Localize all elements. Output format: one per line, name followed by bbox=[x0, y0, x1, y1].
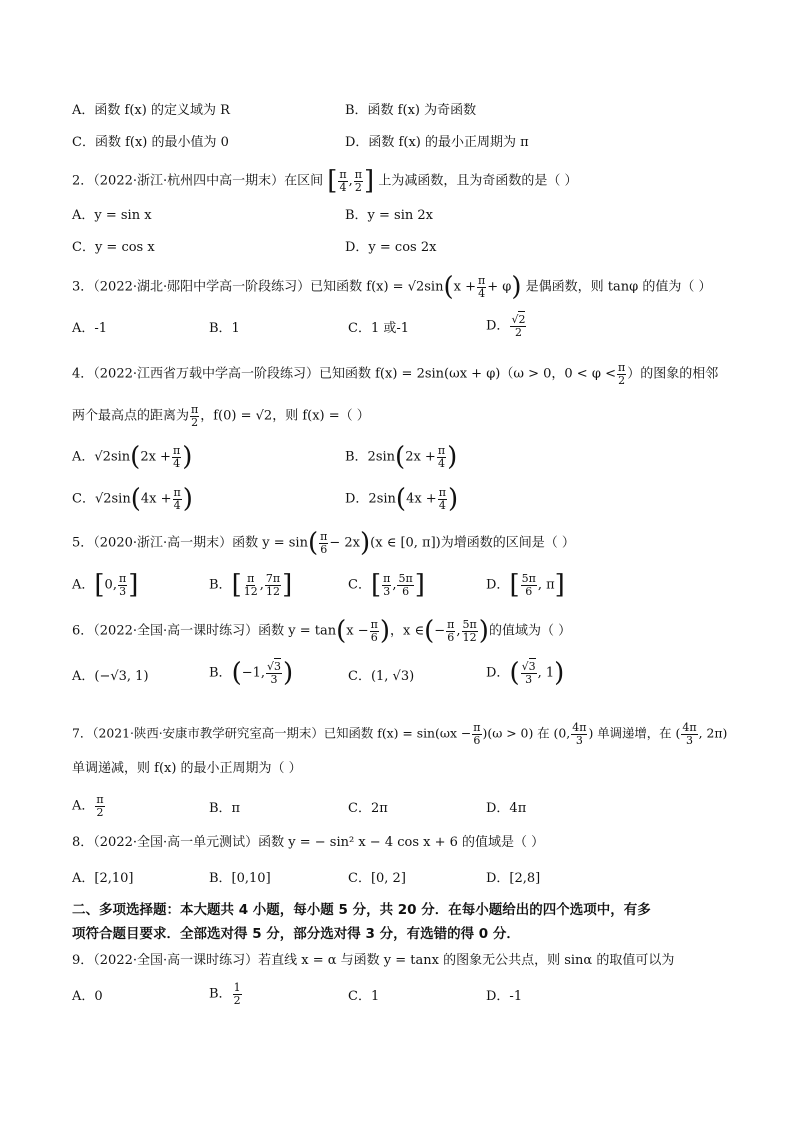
q7-option-d[interactable]: D．4π bbox=[486, 801, 527, 816]
paren: ( bbox=[231, 658, 242, 688]
q2-bracket-close: ] bbox=[364, 166, 375, 196]
q2-bracket-open: [ bbox=[327, 166, 338, 196]
q9-option-d[interactable]: D．-1 bbox=[486, 989, 523, 1004]
q9-stem: 9．（2022·全国·高一课时练习）若直线 x = α 与函数 y = tanx 的图象无公共点，则 sinα 的取值可以为 bbox=[72, 953, 675, 968]
q2-frac-pi-2: $\frac{\pi}{2}$ bbox=[354, 167, 363, 194]
bracket: ] bbox=[128, 570, 139, 600]
paren: ( bbox=[336, 616, 347, 646]
q9-option-a[interactable]: A．0 bbox=[72, 989, 103, 1004]
q9-option-b[interactable] bbox=[209, 982, 243, 1006]
q4-stem-line1 bbox=[72, 362, 718, 386]
paren: ( bbox=[424, 616, 435, 646]
q2-stem-pre: 2．（2022·浙江·杭州四中高一期末）在区间 bbox=[72, 173, 324, 189]
bracket: [ bbox=[370, 570, 382, 600]
q3-frac-pi-4: $\frac{\pi}{4}$ bbox=[477, 273, 486, 300]
q5-option-b-label: B． bbox=[209, 577, 232, 593]
bracket: [ bbox=[94, 570, 105, 600]
q1-option-b[interactable]: B．函数 f(x) 为奇函数 bbox=[345, 103, 477, 118]
bracket: [ bbox=[509, 570, 520, 600]
q6-stem-mid: ，x ∈ bbox=[390, 623, 425, 639]
paren: ) bbox=[182, 484, 193, 514]
q7-stem-line2: 单调递减，则 f(x) 的最小正周期为（ ） bbox=[72, 761, 302, 776]
q3-stem-pre: 3．（2022·湖北·郧阳中学高一阶段练习）已知函数 f(x) = √2sin bbox=[72, 279, 444, 295]
q3-frac-sqrt2-2: $\frac{√2}{2}$ bbox=[511, 313, 526, 339]
q6-stem-post: 的值域为（ ） bbox=[488, 623, 572, 639]
paren: ) bbox=[447, 484, 459, 514]
q3-paren-open: ( bbox=[443, 272, 454, 302]
q4d-frac: $\frac{\pi}{4}$ bbox=[438, 485, 446, 512]
q9-option-b-label: B． bbox=[209, 986, 232, 1002]
q7-frac-4pi-3b: $\frac{4\pi}{3}$ bbox=[682, 721, 697, 747]
q8-stem: 8．（2022·全国·高一单元测试）函数 y = − sin² x − 4 cos x + 6 的值域是（ ） bbox=[72, 835, 545, 850]
q3-option-c[interactable]: C．1 或-1 bbox=[348, 321, 410, 336]
q6b-frac: $\frac{√3}{3}$ bbox=[267, 659, 282, 686]
q3-option-b[interactable]: B．1 bbox=[209, 321, 240, 336]
q6-option-c[interactable]: C．(1, √3) bbox=[348, 669, 415, 684]
q4-stem-line1-pre: 4．（2022·江西省万载中学高一阶段练习）已知函数 f(x) = 2sin(ωx + φ)（ω > 0，0 < φ < bbox=[72, 366, 616, 382]
q5-stem bbox=[72, 530, 575, 556]
q2-option-c[interactable]: C．y = cos x bbox=[72, 240, 155, 255]
q8-option-c[interactable]: C．[0, 2] bbox=[348, 871, 406, 886]
q4-stem-line2 bbox=[72, 404, 370, 428]
q5d-pi: , π bbox=[537, 577, 555, 593]
q5-stem-pre: 5．（2020·浙江·高一期末）函数 y = sin bbox=[72, 535, 308, 551]
paren: ) bbox=[554, 658, 565, 688]
paren: ( bbox=[130, 484, 141, 514]
q6-option-d-label: D． bbox=[486, 665, 510, 681]
q8-option-a[interactable]: A．[2,10] bbox=[72, 871, 134, 886]
q6-option-d[interactable] bbox=[486, 660, 564, 686]
q2-stem: 2．（2022·浙江·杭州四中高一期末）在区间 [ $\frac{\pi}{4}$ , $\frac{\pi}{2}$ ] 上为减函数，且为奇函数的是（ ） bbox=[72, 166, 578, 196]
q2-option-b[interactable]: B．y = sin 2x bbox=[345, 208, 433, 223]
bracket: ] bbox=[282, 570, 293, 600]
q7-mid2: ) 单调递增，在 ( bbox=[588, 725, 681, 741]
q6d-frac: $\frac{√3}{3}$ bbox=[521, 659, 536, 686]
paren: ) bbox=[379, 616, 391, 646]
q5b-frac1: $\frac{\pi}{12}$ bbox=[243, 571, 258, 598]
q7-option-b[interactable]: B．π bbox=[209, 801, 241, 816]
q5-option-a-label: A． bbox=[72, 577, 95, 593]
q3-x-plus: x + bbox=[453, 279, 476, 295]
section2-heading-line2: 项符合题目要求．全部选对得 5 分，部分选对得 3 分，有选错的得 0 分． bbox=[72, 926, 520, 942]
q5-option-d-label: D． bbox=[486, 577, 510, 593]
paren: ( bbox=[509, 658, 520, 688]
q8-option-b[interactable]: B．[0,10] bbox=[209, 871, 271, 886]
q4-option-c[interactable] bbox=[72, 486, 193, 512]
q3-stem bbox=[72, 274, 712, 300]
q7-frac-4pi-3: $\frac{4\pi}{3}$ bbox=[572, 721, 587, 747]
q5-domain: (x ∈ [0, π]) bbox=[370, 535, 441, 551]
q3-option-d-label: D． bbox=[486, 318, 510, 334]
q4b-frac: $\frac{\pi}{4}$ bbox=[437, 443, 446, 470]
q5a-frac: $\frac{\pi}{3}$ bbox=[118, 571, 127, 598]
q5d-frac: $\frac{5\pi}{6}$ bbox=[521, 571, 536, 598]
neg: − bbox=[434, 623, 446, 639]
q2-option-d[interactable]: D．y = cos 2x bbox=[345, 240, 437, 255]
q4-stem-line2-pre: 两个最高点的距离为 bbox=[72, 408, 190, 424]
q4-option-b-label: B．2sin bbox=[345, 449, 396, 465]
paren: ( bbox=[395, 484, 407, 514]
q7-frac-pi-6: $\frac{\pi}{6}$ bbox=[473, 721, 481, 747]
paren: ) bbox=[182, 442, 193, 472]
q3-option-a[interactable]: A．-1 bbox=[72, 321, 108, 336]
q5-option-a[interactable] bbox=[72, 572, 138, 598]
q7-post: , 2π) bbox=[698, 725, 728, 741]
bracket: ] bbox=[554, 570, 565, 600]
q7a-frac: $\frac{\pi}{2}$ bbox=[96, 793, 104, 819]
q6-option-a[interactable]: A．(−√3, 1) bbox=[72, 669, 149, 684]
q4-stem-line1-post: ）的图象的相邻 bbox=[627, 366, 719, 382]
q4-stem-line2-post: ，f(0) = √2，则 f(x) =（ ） bbox=[200, 408, 370, 424]
q5-option-c-label: C． bbox=[348, 577, 371, 593]
q2-option-a[interactable]: A．y = sin x bbox=[72, 208, 152, 223]
comma: , bbox=[259, 577, 264, 593]
paren: ( bbox=[130, 442, 141, 472]
q6d-one: , 1 bbox=[537, 665, 555, 681]
comma: , bbox=[456, 623, 461, 639]
q4-frac-pi-2: $\frac{\pi}{2}$ bbox=[617, 361, 626, 387]
q8-option-d[interactable]: D．[2,8] bbox=[486, 871, 541, 886]
paren: ( bbox=[395, 442, 406, 472]
q4-option-a[interactable] bbox=[72, 444, 192, 470]
q4-option-d[interactable] bbox=[345, 486, 458, 512]
q7-stem-line1 bbox=[72, 722, 727, 746]
q7-stem-line1-pre: 7．（2021·陕西·安康市教学研究室高一期末）已知函数 f(x) = sin(ωx − bbox=[72, 725, 472, 741]
paren: ) bbox=[447, 442, 458, 472]
q9-option-c[interactable]: C．1 bbox=[348, 989, 380, 1004]
q5-stem-post: 为增函数的区间是（ ） bbox=[440, 535, 575, 551]
paren: ( bbox=[307, 528, 319, 558]
bracket: ] bbox=[414, 570, 425, 600]
q5-option-b[interactable] bbox=[209, 572, 292, 598]
q7-option-a-label: A． bbox=[72, 798, 95, 814]
q1-option-d[interactable]: D．函数 f(x) 的最小正周期为 π bbox=[345, 135, 529, 150]
q3-paren-close: ) bbox=[511, 272, 522, 302]
q5a-zero: 0, bbox=[104, 577, 117, 593]
q5-option-c[interactable] bbox=[348, 572, 425, 598]
q1-option-a[interactable]: A．函数 f(x) 的定义域为 R bbox=[72, 103, 230, 118]
q5-minus-2x: − 2x bbox=[329, 535, 360, 551]
q4c-frac: $\frac{\pi}{4}$ bbox=[173, 485, 181, 512]
q6-stem bbox=[72, 618, 571, 644]
q4-option-c-label: C．√2sin bbox=[72, 491, 131, 507]
q4b-expr: 2x + bbox=[405, 449, 436, 465]
q6-stem-pre: 6．（2022·全国·高一课时练习）函数 y = tan bbox=[72, 623, 337, 639]
q4-option-a-label: A．√2sin bbox=[72, 449, 131, 465]
q6-option-b-label: B． bbox=[209, 665, 232, 681]
q6-frac-5pi-12: $\frac{5\pi}{12}$ bbox=[462, 617, 477, 644]
q5c-frac2: $\frac{5\pi}{6}$ bbox=[398, 571, 413, 598]
paren: ) bbox=[478, 616, 489, 646]
q5c-frac1: $\frac{\pi}{3}$ bbox=[383, 571, 391, 598]
q3-option-d[interactable] bbox=[486, 314, 527, 338]
q4c-expr: 4x + bbox=[140, 491, 172, 507]
q4-option-b[interactable] bbox=[345, 444, 457, 470]
q5b-frac2: $\frac{7\pi}{12}$ bbox=[265, 571, 281, 598]
q6-option-b[interactable] bbox=[209, 660, 293, 686]
q1-option-c[interactable]: C．函数 f(x) 的最小值为 0 bbox=[72, 135, 229, 150]
q3-plus-phi: + φ bbox=[487, 279, 512, 295]
paren: ) bbox=[360, 528, 371, 558]
section2-heading-line1: 二、多项选择题：本大题共 4 小题，每小题 5 分，共 20 分．在每小题给出的四个选项中，有多 bbox=[72, 902, 651, 918]
q6-x-minus: x − bbox=[346, 623, 369, 639]
q4d-expr: 4x + bbox=[406, 491, 437, 507]
q7-option-c[interactable]: C．2π bbox=[348, 801, 388, 816]
q2-stem-post: 上为减函数，且为奇函数的是（ ） bbox=[378, 173, 578, 189]
q4-option-d-label: D．2sin bbox=[345, 491, 396, 507]
q5-frac-pi-6: $\frac{\pi}{6}$ bbox=[320, 529, 328, 556]
q4a-frac: $\frac{\pi}{4}$ bbox=[172, 443, 181, 470]
q3-stem-post: 是偶函数，则 tanφ 的值为（ ） bbox=[525, 279, 712, 295]
q7-option-a[interactable] bbox=[72, 794, 106, 818]
bracket: [ bbox=[231, 570, 242, 600]
q7-mid: )(ω > 0) 在 (0, bbox=[482, 725, 571, 741]
comma: , bbox=[392, 577, 397, 593]
q9b-frac: $\frac{1}{2}$ bbox=[233, 981, 241, 1007]
q4a-expr: 2x + bbox=[140, 449, 171, 465]
q4-frac-pi-2b: $\frac{\pi}{2}$ bbox=[191, 403, 199, 429]
q2-frac-pi-4: $\frac{\pi}{4}$ bbox=[339, 167, 347, 194]
q6-frac-pi-6b: $\frac{\pi}{6}$ bbox=[447, 617, 455, 644]
q6b-neg-one: −1, bbox=[241, 665, 266, 681]
paren: ) bbox=[283, 658, 294, 688]
q6-frac-pi-6: $\frac{\pi}{6}$ bbox=[370, 617, 378, 644]
q5-option-d[interactable] bbox=[486, 572, 565, 598]
